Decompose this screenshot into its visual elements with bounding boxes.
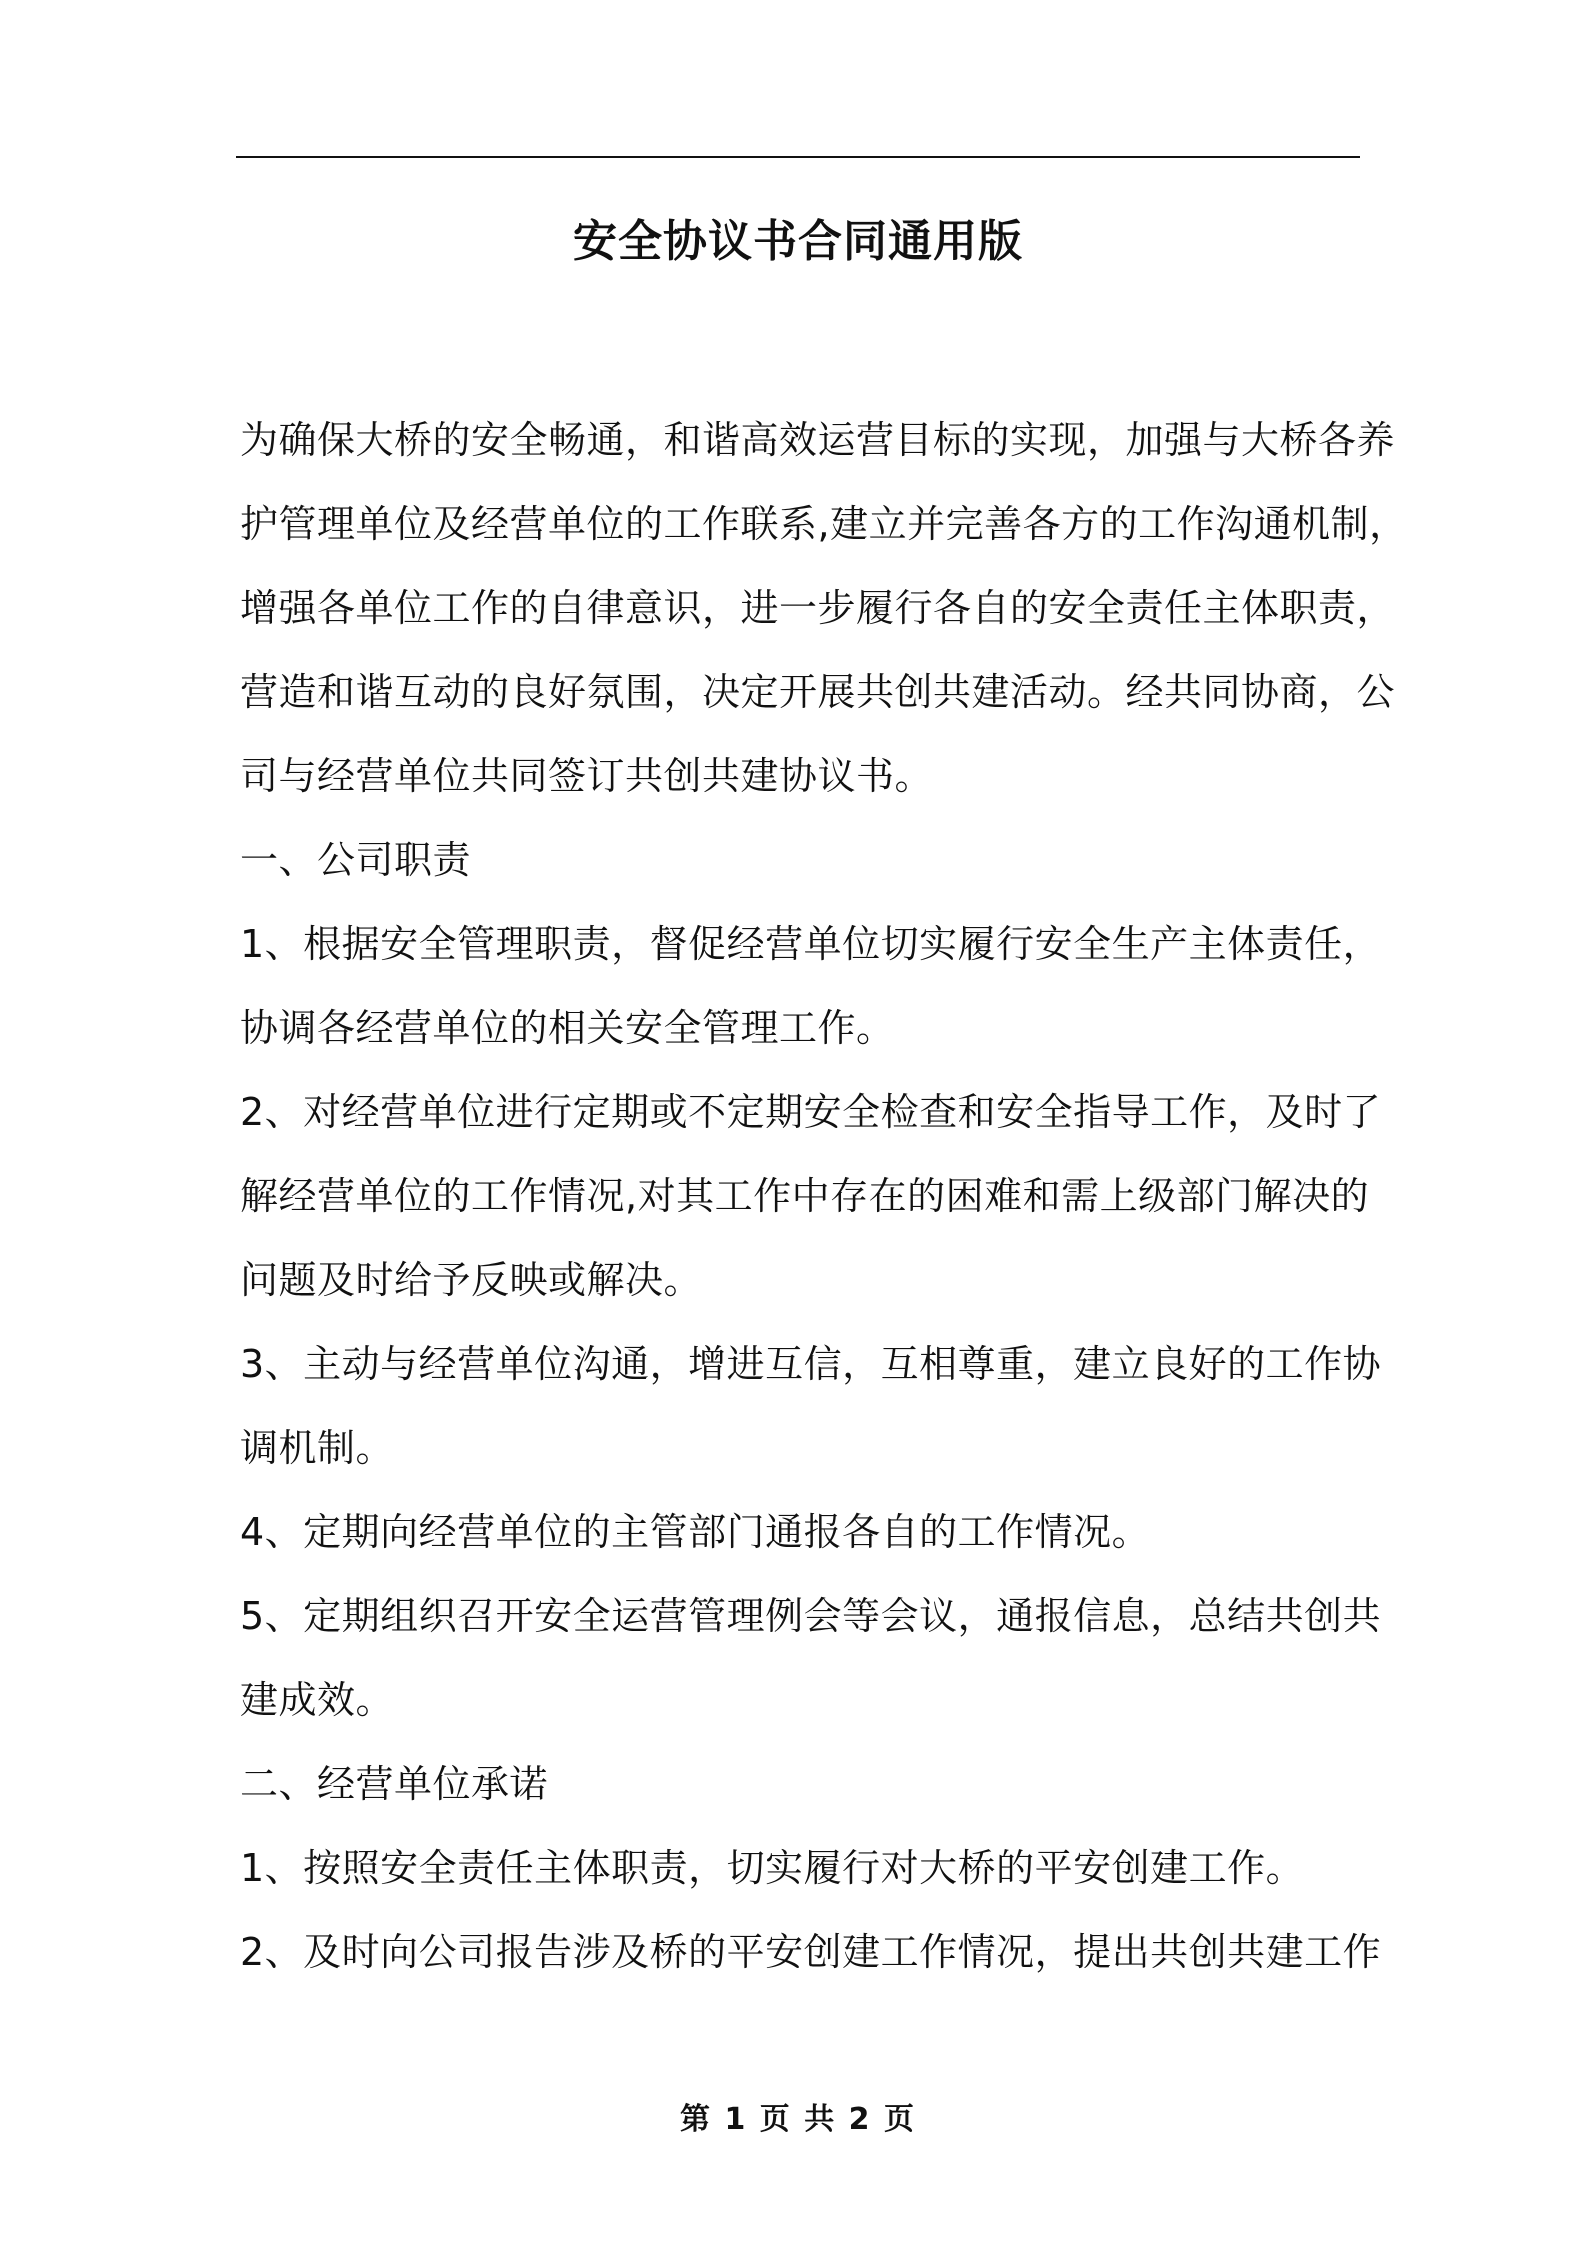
body-line: 2、及时向公司报告涉及桥的平安创建工作情况，提出共创共建工作 [240, 1930, 1382, 1974]
body-line: 5、定期组织召开安全运营管理例会等会议，通报信息，总结共创共 [240, 1594, 1382, 1638]
document-title: 安全协议书合同通用版 [573, 216, 1023, 267]
body-line: 增强各单位工作的自律意识，进一步履行各自的安全责任主体职责， [240, 586, 1396, 630]
body-line: 4、定期向经营单位的主管部门通报各自的工作情况。 [240, 1510, 1151, 1554]
header-divider [236, 156, 1360, 158]
body-line: 解经营单位的工作情况,对其工作中存在的困难和需上级部门解决的 [240, 1174, 1370, 1218]
body-line: 1、按照安全责任主体职责，切实履行对大桥的平安创建工作。 [240, 1846, 1305, 1890]
page-number-footer: 第 1 页 共 2 页 [680, 2102, 916, 2137]
body-line: 2、对经营单位进行定期或不定期安全检查和安全指导工作，及时了 [240, 1090, 1382, 1134]
document-body [240, 398, 1408, 1994]
body-line: 司与经营单位共同签订共创共建协议书。 [240, 754, 934, 798]
section-heading: 一、公司职责 [240, 838, 472, 882]
body-line: 问题及时给予反映或解决。 [240, 1258, 703, 1302]
section-heading: 二、经营单位承诺 [240, 1762, 549, 1806]
body-line: 调机制。 [240, 1426, 395, 1470]
body-line: 营造和谐互动的良好氛围，决定开展共创共建活动。经共同协商，公 [240, 670, 1396, 714]
body-line: 护管理单位及经营单位的工作联系,建立并完善各方的工作沟通机制， [240, 502, 1408, 546]
body-line: 建成效。 [240, 1678, 395, 1722]
body-line: 1、根据安全管理职责，督促经营单位切实履行安全生产主体责任， [240, 922, 1382, 966]
body-line: 协调各经营单位的相关安全管理工作。 [240, 1006, 895, 1050]
body-line: 3、主动与经营单位沟通，增进互信，互相尊重，建立良好的工作协 [240, 1342, 1382, 1386]
body-line: 为确保大桥的安全畅通，和谐高效运营目标的实现，加强与大桥各养 [240, 418, 1396, 462]
